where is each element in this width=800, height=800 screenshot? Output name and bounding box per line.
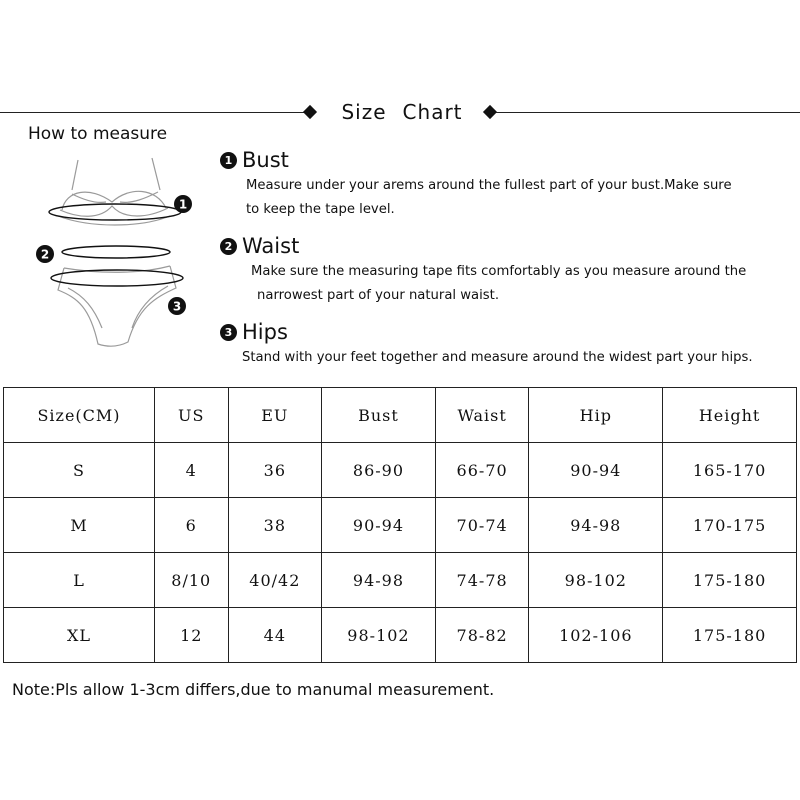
- measure-waist-description: [251, 260, 790, 308]
- diamond-right-icon: [483, 105, 497, 119]
- table-cell: 12: [155, 608, 229, 663]
- table-cell: 86-90: [322, 443, 436, 498]
- measure-waist-line-2: narrowest part of your natural waist.: [257, 288, 500, 303]
- table-cell: M: [4, 498, 155, 553]
- table-row: [4, 553, 797, 608]
- measure-bust: [220, 148, 790, 222]
- figure-marker-3: 3: [172, 299, 182, 314]
- table-cell: 74-78: [435, 553, 529, 608]
- measure-hips: [220, 320, 790, 370]
- measure-waist-line-1: Make sure the measuring tape fits comfortably as you measure around the: [251, 264, 747, 279]
- table-cell: 98-102: [529, 553, 663, 608]
- header-us: US: [155, 388, 229, 443]
- title-divider-left: [0, 112, 304, 113]
- table-cell: 40/42: [228, 553, 322, 608]
- number-one-icon: 1: [220, 152, 237, 169]
- table-cell: 36: [228, 443, 322, 498]
- table-row: [4, 608, 797, 663]
- page-title: [322, 100, 482, 124]
- table-cell: 90-94: [529, 443, 663, 498]
- table-cell: 98-102: [322, 608, 436, 663]
- table-cell: S: [4, 443, 155, 498]
- how-to-measure-label: How to measure: [28, 124, 168, 144]
- table-cell: 175-180: [663, 608, 797, 663]
- measurement-note: Note:Pls allow 1-3cm differs,due to manumal measurement.: [12, 680, 495, 699]
- measure-hips-line-1: Stand with your feet together and measure around the widest part your hips.: [242, 350, 753, 365]
- measure-bust-title: Bust: [242, 148, 289, 172]
- table-cell: 102-106: [529, 608, 663, 663]
- bikini-measurement-illustration: [20, 148, 200, 358]
- table-cell: 6: [155, 498, 229, 553]
- table-row: [4, 498, 797, 553]
- table-cell: 170-175: [663, 498, 797, 553]
- table-cell: 66-70: [435, 443, 529, 498]
- measure-waist: [220, 234, 790, 308]
- header-waist: Waist: [435, 388, 529, 443]
- measure-waist-heading: [220, 234, 790, 258]
- measure-bust-line-1: Measure under your arems around the fullest part of your bust.Make sure: [246, 178, 732, 193]
- measure-waist-title: Waist: [242, 234, 300, 258]
- table-cell: 44: [228, 608, 322, 663]
- table-row: [4, 443, 797, 498]
- measure-bust-line-2: to keep the tape level.: [246, 202, 395, 217]
- measure-bust-heading: [220, 148, 790, 172]
- table-cell: 165-170: [663, 443, 797, 498]
- header-size: Size(CM): [4, 388, 155, 443]
- table-cell: L: [4, 553, 155, 608]
- title-divider-right: [496, 112, 800, 113]
- number-two-icon: 2: [220, 238, 237, 255]
- table-cell: 38: [228, 498, 322, 553]
- table-cell: 94-98: [322, 553, 436, 608]
- measure-hips-title: Hips: [242, 320, 288, 344]
- header-bust: Bust: [322, 388, 436, 443]
- table-cell: 94-98: [529, 498, 663, 553]
- figure-marker-1: 1: [178, 197, 188, 212]
- title-word-size: Size: [341, 100, 387, 124]
- table-header-row: [4, 388, 797, 443]
- table-cell: 8/10: [155, 553, 229, 608]
- number-three-icon: 3: [220, 324, 237, 341]
- measure-hips-heading: [220, 320, 790, 344]
- header-height: Height: [663, 388, 797, 443]
- table-cell: XL: [4, 608, 155, 663]
- size-table: [3, 387, 797, 663]
- table-cell: 90-94: [322, 498, 436, 553]
- figure-marker-2: 2: [40, 247, 50, 262]
- title-word-chart: Chart: [402, 100, 463, 124]
- header-eu: EU: [228, 388, 322, 443]
- table-cell: 4: [155, 443, 229, 498]
- table-cell: 78-82: [435, 608, 529, 663]
- table-cell: 70-74: [435, 498, 529, 553]
- measure-bust-description: [246, 174, 790, 222]
- diamond-left-icon: [303, 105, 317, 119]
- measure-hips-description: [242, 346, 790, 370]
- header-hip: Hip: [529, 388, 663, 443]
- table-cell: 175-180: [663, 553, 797, 608]
